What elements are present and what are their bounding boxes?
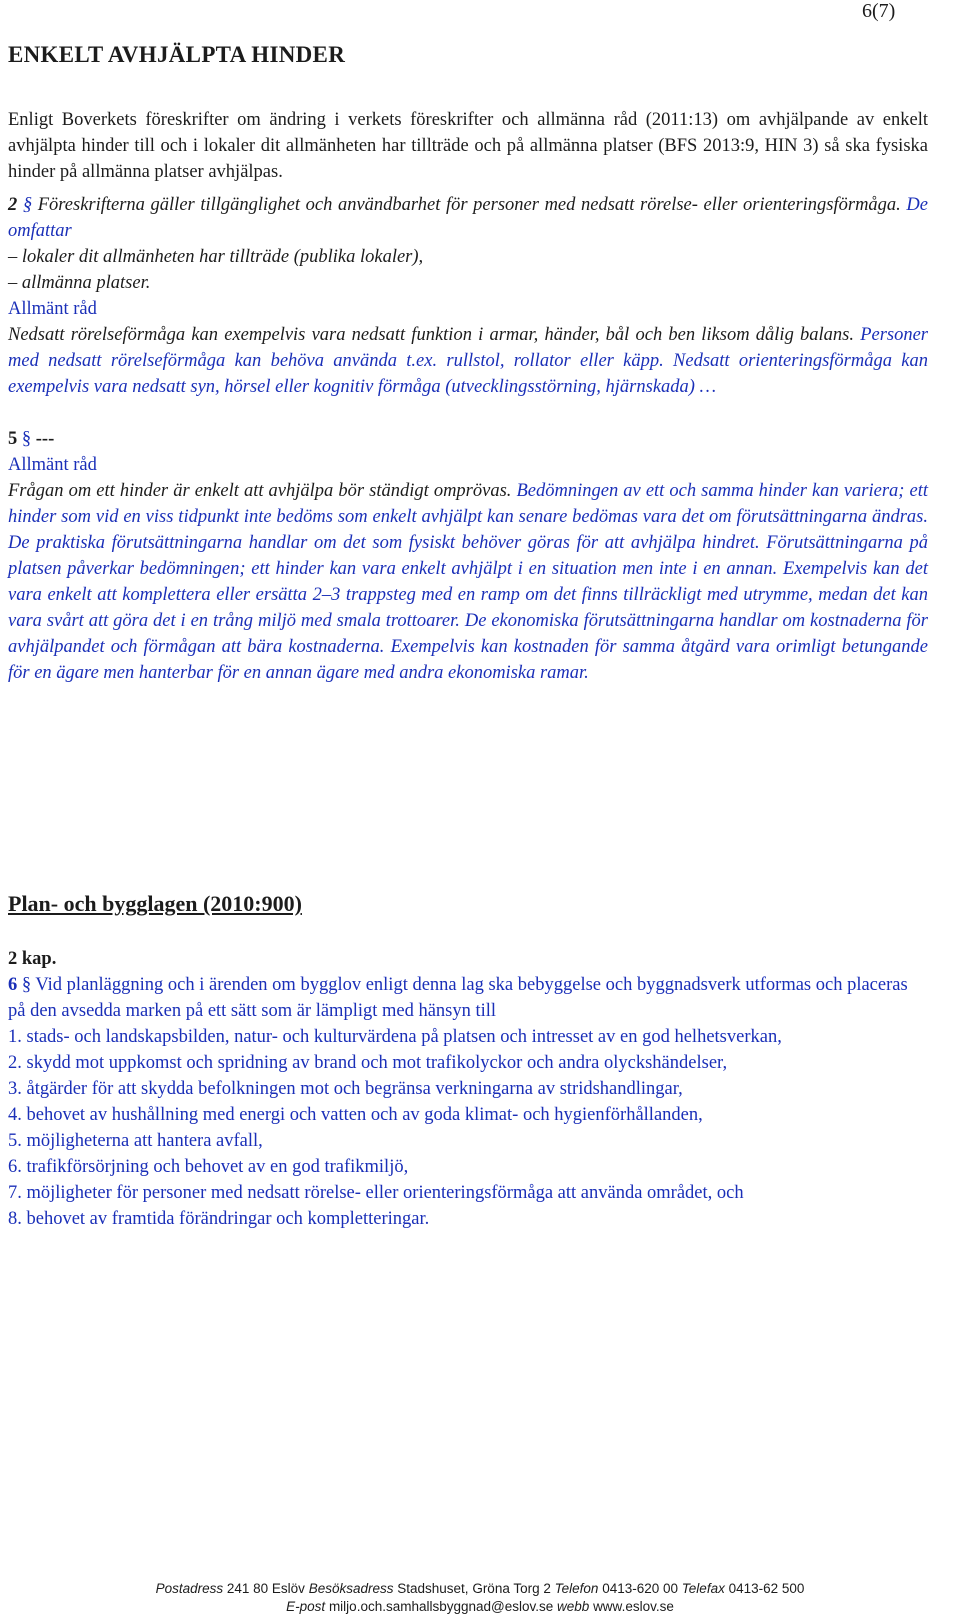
section-2-text: 2 § Föreskrifterna gäller tillgänglighet och användbarhet för personer med nedsatt rörelse- eller orienteringsförmåga. De omfattar (8, 195, 928, 241)
list-item: 1. stads- och landskapsbilden, natur- och kulturvärdena på platsen och intresset av en god helhetsverkan, (8, 1027, 782, 1047)
paragraph-sign-icon[interactable]: § (22, 195, 33, 215)
section-5-number: 5 (8, 429, 18, 449)
advice-text: Nedsatt rörelseförmåga kan exempelvis vara nedsatt funktion i armar, händer, bål och ben liksom dålig balans. Personer med nedsatt rörelseförmåga kan behöva använda t.ex. rullstol, rollator eller käpp. Nedsatt orienteringsförmåga kan exempelvis vara nedsatt syn, hörsel eller kognitiv förmåga (utvecklingsstörning, hjärnskada) … (8, 325, 929, 397)
intro-paragraph: Enligt Boverkets föreskrifter om ändring i verkets föreskrifter och allmänna råd (2011:13) om avhjälpande av enkelt avhjälpta hinder till och i lokaler dit allmänheten har tillträde och på allmänna platser (BFS 2013:9, HIN 3) så ska fysiska hinder på allmänna platser avhjälpas. (8, 109, 928, 182)
footer-line-1: Postadress 241 80 Eslöv Besöksadress Stadshuset, Gröna Torg 2 Telefon 0413-620 00 Telefax 0413-62 500 (155, 1581, 805, 1596)
chapter-label: 2 kap. (8, 949, 57, 969)
omfattar-text: De omfattar (8, 195, 928, 241)
website-link[interactable]: www.eslov.se (593, 1599, 674, 1614)
list-item: 3. åtgärder för att skydda befolkningen mot och begränsa verkningarna av stridshandlingar, (8, 1079, 683, 1099)
advice-label: Allmänt råd (8, 299, 97, 319)
section-5-heading: 5 § --- (8, 429, 55, 449)
paragraph-sign-icon[interactable]: § (21, 975, 32, 995)
list-item: – allmänna platser. (8, 273, 151, 293)
list-item: 2. skydd mot uppkomst och spridning av brand och mot trafikolyckor och andra olyckshändelser, (8, 1053, 728, 1073)
list-item: 4. behovet av hushållning med energi och vatten och av goda klimat- och hygienförhållanden, (8, 1105, 703, 1125)
list-item: 7. möjligheter för personer med nedsatt rörelse- eller orienteringsförmåga att använda området, och (8, 1183, 744, 1203)
section-2-number: 2 (8, 195, 18, 215)
section-5-text: Frågan om ett hinder är enkelt att avhjälpa bör ständigt omprövas. Bedömningen av ett och samma hinder kan variera; ett hinder som vid en viss tidpunkt inte bedöms som enkelt avhjälpt kan senare bedömas vara det om förutsättningarna ändras. De praktiska förutsättningarna handlar om det som fysiskt behöver göras för att avhjälpa hindret. Förutsättningarna på platsen påverkar bedömningen; ett hinder kan vara enkelt avhjälpt i en situation men inte i en annan. Exempelvis kan det vara enkelt att komplettera eller ersätta 2–3 trappsteg med en ramp om det finns tillräckligt med utrymme, medan det kan vara svårt att göra det i en trång miljö med smala trottoarer. De ekonomiska förutsättningarna handlar om kostnaderna för avhjälpandet och förmågan att bära kostnaderna. Exempelvis kan kostnaden för samma åtgärd vara orimligt betungande för en ägare men hanterbar för en annan ägare med andra ekonomiska ramar. (8, 481, 929, 683)
footer-line-2: E-post miljo.och.samhallsbyggnad@eslov.se webb www.eslov.se (286, 1599, 674, 1614)
section-2 (8, 192, 928, 686)
page-number: 6(7) (862, 0, 896, 22)
list-item: 8. behovet av framtida förändringar och kompletteringar. (8, 1209, 430, 1229)
list-item: 5. möjligheterna att hantera avfall, (8, 1131, 263, 1151)
paragraph-sign-icon[interactable]: § (21, 429, 32, 449)
footer (0, 1580, 960, 1616)
pbl-heading: Plan- och bygglagen (2010:900) (8, 891, 302, 916)
pbl-body (8, 946, 928, 1232)
list-item: 6. trafikförsörjning och behovet av en god trafikmiljö, (8, 1157, 409, 1177)
pbl-intro: 6 § Vid planläggning och i ärenden om bygglov enligt denna lag ska bebyggelse och byggnadsverk utformas och placeras på den avsedda marken på ett sätt som är lämpligt med hänsyn till (8, 975, 908, 1021)
pbl-section-number: 6 (8, 975, 18, 995)
advice-label: Allmänt råd (8, 455, 97, 475)
page-title: ENKELT AVHJÄLPTA HINDER (8, 42, 346, 67)
list-item: – lokaler dit allmänheten har tillträde (publika lokaler), (8, 247, 424, 267)
email-link[interactable]: miljo.och.samhallsbyggnad@eslov.se (328, 1599, 554, 1614)
